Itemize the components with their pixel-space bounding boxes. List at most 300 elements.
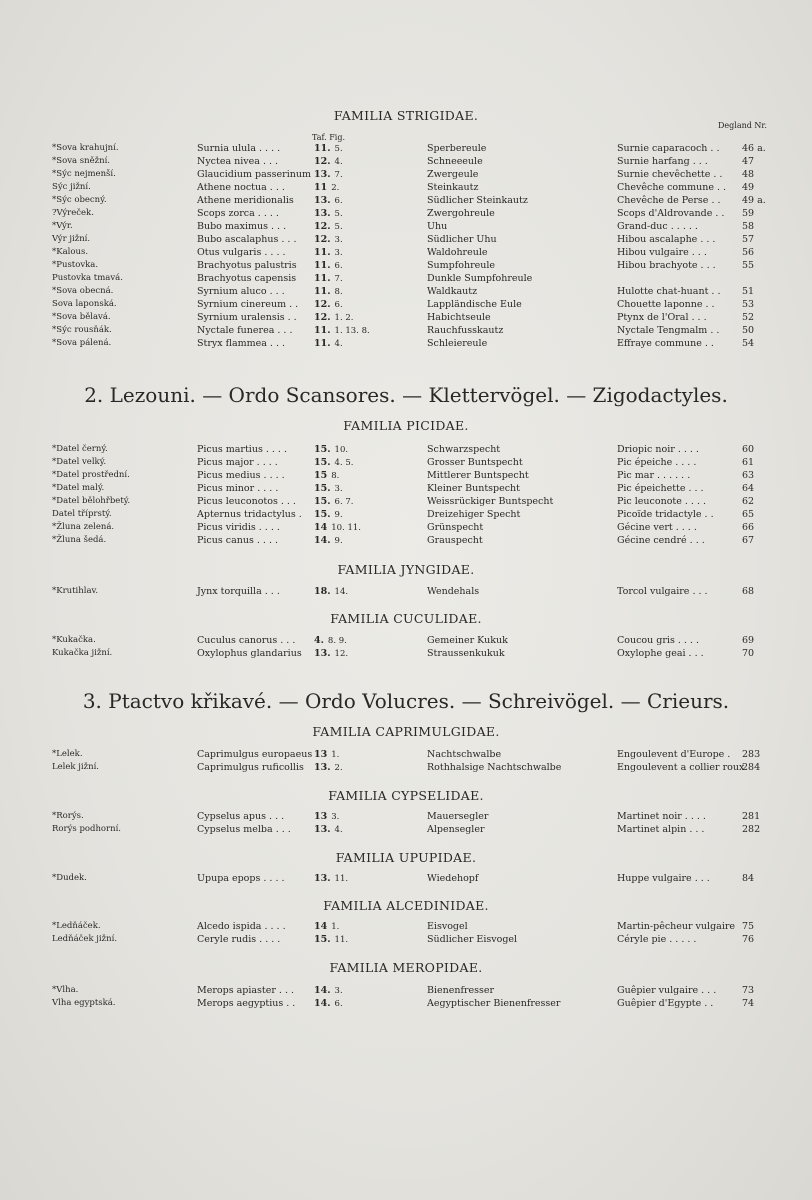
czech-name: *Datel bělohřbetý. bbox=[52, 496, 131, 506]
plate-figure bbox=[314, 495, 353, 509]
plate-figure bbox=[314, 272, 343, 286]
species-row bbox=[0, 984, 812, 997]
degland-number: 56 bbox=[742, 247, 755, 258]
figure-number: 7. bbox=[334, 274, 343, 284]
degland-number: 75 bbox=[742, 921, 755, 932]
degland-number: 68 bbox=[742, 586, 755, 597]
figure-number: 3. bbox=[334, 484, 343, 494]
figure-number: 3. bbox=[334, 986, 343, 996]
german-name: Schleiereule bbox=[427, 338, 488, 349]
german-name: Wendehals bbox=[427, 586, 480, 597]
degland-number: 57 bbox=[742, 234, 755, 245]
french-name: Pic leuconote . . . . bbox=[617, 496, 707, 507]
latin-name: Caprimulgus europaeus bbox=[197, 749, 313, 760]
species-row bbox=[0, 285, 812, 298]
species-row bbox=[0, 194, 812, 207]
figure-number: 4. bbox=[334, 339, 343, 349]
plate-figure bbox=[314, 647, 348, 661]
degland-number: 61 bbox=[742, 457, 755, 468]
order-title: 2. Lezouni. — Ordo Scansores. — Klettervögel. — Zigodactyles. bbox=[84, 383, 728, 407]
plate-number: 4. bbox=[314, 635, 324, 646]
degland-number: 67 bbox=[742, 535, 755, 546]
family-title: FAMILIA PICIDAE. bbox=[343, 418, 469, 433]
czech-name: Pustovka tmavá. bbox=[52, 273, 123, 283]
degland-number: 60 bbox=[742, 444, 755, 455]
figure-number: 6. bbox=[334, 300, 343, 310]
figure-number: 6. bbox=[334, 261, 343, 271]
figure-number: 7. bbox=[334, 170, 343, 180]
species-row bbox=[0, 142, 812, 155]
latin-name: Scops zorca . . . . bbox=[197, 208, 279, 219]
plate-figure bbox=[314, 810, 339, 824]
species-table bbox=[0, 810, 812, 836]
german-name: Nachtschwalbe bbox=[427, 749, 502, 760]
plate-number: 15. bbox=[314, 457, 331, 468]
plate-figure bbox=[314, 285, 343, 299]
species-row bbox=[0, 324, 812, 337]
french-name: Scops d'Aldrovande . . bbox=[617, 208, 725, 219]
latin-name: Picus major . . . . bbox=[197, 457, 278, 468]
german-name: Steinkautz bbox=[427, 182, 479, 193]
degland-number: 66 bbox=[742, 522, 755, 533]
figure-number: 3. bbox=[334, 248, 343, 258]
czech-name: *Žluna šedá. bbox=[52, 535, 107, 545]
degland-number: 283 bbox=[742, 749, 761, 760]
figure-number: 11. bbox=[334, 874, 349, 884]
french-name: Oxylophe geai . . . bbox=[617, 648, 704, 659]
degland-header: Degland Nr. bbox=[718, 121, 767, 130]
species-row bbox=[0, 872, 812, 885]
degland-number: 284 bbox=[742, 762, 761, 773]
family-title: FAMILIA UPUPIDAE. bbox=[335, 850, 477, 865]
species-row bbox=[0, 298, 812, 311]
latin-name: Oxylophus glandarius bbox=[197, 648, 302, 659]
figure-number: 4. 5. bbox=[334, 458, 354, 468]
plate-figure bbox=[314, 534, 343, 548]
german-name: Kleiner Buntspecht bbox=[427, 483, 520, 494]
plate-number: 15 bbox=[314, 470, 328, 481]
latin-name: Merops aegyptius . . bbox=[197, 998, 296, 1009]
figure-number: 11. bbox=[334, 935, 349, 945]
plate-figure bbox=[314, 585, 348, 599]
french-name: Martinet alpin . . . bbox=[617, 824, 705, 835]
latin-name: Alcedo ispida . . . . bbox=[197, 921, 286, 932]
french-name: Guêpier vulgaire . . . bbox=[617, 985, 717, 996]
plate-figure bbox=[314, 207, 343, 221]
french-name: Chevêche commune . . bbox=[617, 182, 727, 193]
species-row bbox=[0, 761, 812, 774]
plate-number: 13. bbox=[314, 824, 331, 835]
french-name: Pic épeichette . . . bbox=[617, 483, 704, 494]
plate-number: 12. bbox=[314, 299, 331, 310]
degland-number: 51 bbox=[742, 286, 755, 297]
french-name: Pic épeiche . . . . bbox=[617, 457, 697, 468]
species-row bbox=[0, 920, 812, 933]
czech-name: *Dudek. bbox=[52, 873, 87, 883]
figure-number: 6. bbox=[334, 999, 343, 1009]
french-name: Coucou gris . . . . bbox=[617, 635, 699, 646]
plate-number: 11. bbox=[314, 273, 331, 284]
figure-number: 6. 7. bbox=[334, 497, 354, 507]
species-row bbox=[0, 997, 812, 1010]
plate-number: 15. bbox=[314, 509, 331, 520]
german-name: Südlicher Steinkautz bbox=[427, 195, 528, 206]
plate-figure bbox=[314, 634, 347, 648]
plate-figure bbox=[314, 469, 339, 483]
french-name: Surnie harfang . . . bbox=[617, 156, 708, 167]
plate-number: 12. bbox=[314, 221, 331, 232]
figure-number: 12. bbox=[334, 649, 349, 659]
latin-name: Bubo maximus . . . bbox=[197, 221, 287, 232]
french-name: Chouette laponne . . bbox=[617, 299, 715, 310]
degland-number: 281 bbox=[742, 811, 761, 822]
french-name: Surnie caparacoch . . bbox=[617, 143, 720, 154]
figure-number: 8. bbox=[331, 471, 340, 481]
czech-name: *Ledňáček. bbox=[52, 921, 101, 931]
latin-name: Nyctea nivea . . . bbox=[197, 156, 279, 167]
plate-number: 13. bbox=[314, 195, 331, 206]
plate-number: 13 bbox=[314, 749, 328, 760]
french-name: Pic mar . . . . . . bbox=[617, 470, 691, 481]
degland-number: 52 bbox=[742, 312, 755, 323]
czech-name: Sova laponská. bbox=[52, 299, 117, 309]
plate-figure bbox=[314, 298, 343, 312]
plate-number: 11. bbox=[314, 325, 331, 336]
german-name: Waldohreule bbox=[427, 247, 488, 258]
degland-number: 59 bbox=[742, 208, 755, 219]
german-name: Zwergeule bbox=[427, 169, 479, 180]
french-name: Hulotte chat-huant . . bbox=[617, 286, 721, 297]
czech-name: *Sova krahujní. bbox=[52, 143, 119, 153]
figure-number: 1. 2. bbox=[334, 313, 354, 323]
species-table bbox=[0, 585, 812, 598]
german-name: Eisvogel bbox=[427, 921, 468, 932]
plate-number: 11. bbox=[314, 247, 331, 258]
species-row bbox=[0, 748, 812, 761]
species-row bbox=[0, 482, 812, 495]
plate-number: 13. bbox=[314, 169, 331, 180]
german-name: Sumpfohreule bbox=[427, 260, 496, 271]
degland-number: 76 bbox=[742, 934, 755, 945]
plate-figure bbox=[314, 456, 353, 470]
species-row bbox=[0, 272, 812, 285]
figure-number: 14. bbox=[334, 587, 349, 597]
german-name: Südlicher Eisvogel bbox=[427, 934, 518, 945]
latin-name: Merops apiaster . . . bbox=[197, 985, 295, 996]
french-name: Surnie chevêchette . . bbox=[617, 169, 723, 180]
plate-number: 15. bbox=[314, 934, 331, 945]
latin-name: Picus canus . . . . bbox=[197, 535, 279, 546]
czech-name: *Datel malý. bbox=[52, 483, 105, 493]
czech-name: *Výr. bbox=[52, 221, 73, 231]
family-title: FAMILIA ALCEDINIDAE. bbox=[323, 898, 489, 913]
czech-name: Sýc jižní. bbox=[52, 182, 91, 192]
plate-figure bbox=[314, 761, 343, 775]
german-name: Rothhalsige Nachtschwalbe bbox=[427, 762, 562, 773]
plate-number: 13. bbox=[314, 648, 331, 659]
figure-number: 6. bbox=[334, 196, 343, 206]
latin-name: Athene meridionalis bbox=[197, 195, 294, 206]
plate-figure bbox=[314, 443, 348, 457]
species-row bbox=[0, 508, 812, 521]
species-table bbox=[0, 920, 812, 946]
degland-number: 58 bbox=[742, 221, 755, 232]
plate-figure bbox=[314, 311, 353, 325]
german-name: Lappländische Eule bbox=[427, 299, 522, 310]
species-row bbox=[0, 311, 812, 324]
degland-number: 62 bbox=[742, 496, 755, 507]
german-name: Rauchfusskautz bbox=[427, 325, 504, 336]
figure-number: 1. bbox=[331, 922, 340, 932]
french-name: Ptynx de l'Oral . . . bbox=[617, 312, 707, 323]
french-name: Gécine vert . . . . bbox=[617, 522, 697, 533]
degland-number: 74 bbox=[742, 998, 755, 1009]
czech-name: Ledňáček jižní. bbox=[52, 934, 118, 944]
species-table bbox=[0, 142, 812, 350]
latin-name: Otus vulgaris . . . . bbox=[197, 247, 286, 258]
plate-figure bbox=[314, 324, 370, 338]
czech-name: *Sýc nejmenší. bbox=[52, 169, 116, 179]
plate-figure bbox=[314, 233, 343, 247]
czech-name: Kukačka jižní. bbox=[52, 648, 113, 658]
species-row bbox=[0, 647, 812, 660]
plate-figure bbox=[314, 508, 343, 522]
latin-name: Glaucidium passerinum bbox=[197, 169, 311, 180]
figure-number: 10. 11. bbox=[331, 523, 361, 533]
latin-name: Bubo ascalaphus . . . bbox=[197, 234, 297, 245]
french-name: Hibou brachyote . . . bbox=[617, 260, 716, 271]
french-name: Picoïde tridactyle . . bbox=[617, 509, 714, 520]
latin-name: Picus viridis . . . . bbox=[197, 522, 280, 533]
plate-number: 13 bbox=[314, 811, 328, 822]
german-name: Südlicher Uhu bbox=[427, 234, 497, 245]
german-name: Grauspecht bbox=[427, 535, 483, 546]
czech-name: *Sova bělavá. bbox=[52, 312, 111, 322]
figure-number: 5. bbox=[334, 209, 343, 219]
french-name: Nyctale Tengmalm . . bbox=[617, 325, 720, 336]
family-title: FAMILIA STRIGIDAE. bbox=[333, 108, 479, 123]
order-title: 3. Ptactvo křikavé. — Ordo Volucres. — Schreivögel. — Crieurs. bbox=[82, 689, 730, 713]
latin-name: Picus martius . . . . bbox=[197, 444, 287, 455]
german-name: Grosser Buntspecht bbox=[427, 457, 523, 468]
latin-name: Nyctale funerea . . . bbox=[197, 325, 293, 336]
family-title: FAMILIA CAPRIMULGIDAE. bbox=[312, 724, 500, 739]
german-name: Dreizehiger Specht bbox=[427, 509, 521, 520]
plate-figure bbox=[314, 748, 339, 762]
plate-number: 15. bbox=[314, 444, 331, 455]
german-name: Schneeeule bbox=[427, 156, 483, 167]
plate-figure bbox=[314, 823, 343, 837]
plate-figure bbox=[314, 259, 343, 273]
family-title: FAMILIA CYPSELIDAE. bbox=[328, 788, 484, 803]
german-name: Grünspecht bbox=[427, 522, 484, 533]
german-name: Sperbereule bbox=[427, 143, 487, 154]
species-row bbox=[0, 456, 812, 469]
czech-name: ?Výreček. bbox=[52, 208, 94, 218]
latin-name: Picus leuconotos . . . bbox=[197, 496, 296, 507]
czech-name: Vlha egyptská. bbox=[52, 998, 116, 1008]
czech-name: Datel tříprstý. bbox=[52, 509, 112, 519]
latin-name: Brachyotus capensis bbox=[197, 273, 297, 284]
plate-number: 14 bbox=[314, 921, 328, 932]
plate-figure bbox=[314, 220, 343, 234]
plate-figure bbox=[314, 920, 339, 934]
czech-name: Lelek jižní. bbox=[52, 762, 100, 772]
latin-name: Syrnium cinereum . . bbox=[197, 299, 299, 310]
species-row bbox=[0, 933, 812, 946]
plate-figure bbox=[314, 997, 343, 1011]
figure-number: 5. bbox=[334, 144, 343, 154]
czech-name: *Žluna zelená. bbox=[52, 522, 115, 532]
species-table bbox=[0, 748, 812, 774]
french-name: Martin-pêcheur vulgaire bbox=[617, 921, 736, 932]
plate-number: 14. bbox=[314, 998, 331, 1009]
degland-number: 64 bbox=[742, 483, 755, 494]
figure-number: 4. bbox=[334, 157, 343, 167]
taf-fig-header: Taf. Fig. bbox=[312, 133, 346, 142]
plate-figure bbox=[314, 337, 343, 351]
species-row bbox=[0, 168, 812, 181]
plate-number: 15. bbox=[314, 483, 331, 494]
species-row bbox=[0, 810, 812, 823]
species-table bbox=[0, 443, 812, 547]
czech-name: *Rorýs. bbox=[52, 811, 84, 821]
figure-number: 4. bbox=[334, 825, 343, 835]
latin-name: Jynx torquilla . . . bbox=[197, 586, 280, 597]
degland-number: 63 bbox=[742, 470, 755, 481]
czech-name: *Vlha. bbox=[52, 985, 79, 995]
plate-figure bbox=[314, 246, 343, 260]
german-name: Mauersegler bbox=[427, 811, 489, 822]
plate-number: 18. bbox=[314, 586, 331, 597]
latin-name: Surnia ulula . . . . bbox=[197, 143, 281, 154]
czech-name: *Lelek. bbox=[52, 749, 83, 759]
latin-name: Picus minor . . . . bbox=[197, 483, 279, 494]
plate-figure bbox=[314, 142, 343, 156]
czech-name: *Sýc rousňák. bbox=[52, 325, 112, 335]
latin-name: Syrnium uralensis . . bbox=[197, 312, 297, 323]
plate-figure bbox=[314, 521, 361, 535]
plate-number: 14. bbox=[314, 985, 331, 996]
czech-name: *Kukačka. bbox=[52, 635, 96, 645]
french-name: Martinet noir . . . . bbox=[617, 811, 706, 822]
latin-name: Cuculus canorus . . . bbox=[197, 635, 296, 646]
degland-number: 282 bbox=[742, 824, 761, 835]
species-row bbox=[0, 495, 812, 508]
plate-number: 14 bbox=[314, 522, 328, 533]
czech-name: *Datel velký. bbox=[52, 457, 107, 467]
figure-number: 9. bbox=[334, 510, 343, 520]
degland-number: 46 a. bbox=[742, 143, 766, 154]
french-name: Chevêche de Perse . . bbox=[617, 195, 721, 206]
czech-name: *Datel černý. bbox=[52, 444, 108, 454]
french-name: Céryle pie . . . . . bbox=[617, 934, 697, 945]
french-name: Huppe vulgaire . . . bbox=[617, 873, 710, 884]
latin-name: Picus medius . . . . bbox=[197, 470, 285, 481]
plate-number: 11. bbox=[314, 260, 331, 271]
species-row bbox=[0, 534, 812, 547]
german-name: Wiedehopf bbox=[427, 873, 479, 884]
species-row bbox=[0, 585, 812, 598]
figure-number: 5. bbox=[334, 222, 343, 232]
plate-figure bbox=[314, 168, 343, 182]
plate-number: 12. bbox=[314, 312, 331, 323]
degland-number: 69 bbox=[742, 635, 755, 646]
german-name: Aegyptischer Bienenfresser bbox=[427, 998, 561, 1009]
degland-number: 48 bbox=[742, 169, 755, 180]
czech-name: Rorýs podhorní. bbox=[52, 824, 121, 834]
figure-number: 2. bbox=[334, 763, 343, 773]
species-table bbox=[0, 872, 812, 885]
plate-figure bbox=[314, 194, 343, 208]
species-row bbox=[0, 233, 812, 246]
czech-name: *Datel prostřední. bbox=[52, 470, 130, 480]
german-name: Waldkautz bbox=[427, 286, 478, 297]
degland-number: 53 bbox=[742, 299, 755, 310]
family-title: FAMILIA JYNGIDAE. bbox=[337, 562, 475, 577]
species-table bbox=[0, 984, 812, 1010]
french-name: Hibou ascalaphe . . . bbox=[617, 234, 716, 245]
species-row bbox=[0, 823, 812, 836]
latin-name: Cypselus apus . . . bbox=[197, 811, 285, 822]
degland-number: 54 bbox=[742, 338, 755, 349]
french-name: Engoulevent a collier roux bbox=[617, 762, 745, 773]
plate-number: 15. bbox=[314, 496, 331, 507]
french-name: Driopic noir . . . . bbox=[617, 444, 699, 455]
species-row bbox=[0, 443, 812, 456]
plate-number: 12. bbox=[314, 156, 331, 167]
plate-figure bbox=[314, 933, 348, 947]
degland-number: 50 bbox=[742, 325, 755, 336]
french-name: Guêpier d'Egypte . . bbox=[617, 998, 714, 1009]
german-name: Zwergohreule bbox=[427, 208, 495, 219]
plate-number: 11. bbox=[314, 143, 331, 154]
species-row bbox=[0, 246, 812, 259]
degland-number: 65 bbox=[742, 509, 755, 520]
czech-name: Výr jižní. bbox=[52, 234, 91, 244]
czech-name: *Kalous. bbox=[52, 247, 89, 257]
latin-name: Ceryle rudis . . . . bbox=[197, 934, 281, 945]
plate-figure bbox=[314, 181, 339, 195]
french-name: Engoulevent d'Europe . bbox=[617, 749, 731, 760]
species-row bbox=[0, 634, 812, 647]
french-name: Gécine cendré . . . bbox=[617, 535, 705, 546]
german-name: Gemeiner Kukuk bbox=[427, 635, 508, 646]
plate-figure bbox=[314, 482, 343, 496]
species-row bbox=[0, 469, 812, 482]
degland-number: 47 bbox=[742, 156, 755, 167]
degland-number: 73 bbox=[742, 985, 755, 996]
figure-number: 9. bbox=[334, 536, 343, 546]
species-table bbox=[0, 634, 812, 660]
latin-name: Syrnium aluco . . . bbox=[197, 286, 285, 297]
plate-number: 12. bbox=[314, 234, 331, 245]
figure-number: 1. 13. 8. bbox=[334, 326, 370, 336]
czech-name: *Pustovka. bbox=[52, 260, 99, 270]
plate-number: 13. bbox=[314, 208, 331, 219]
species-row bbox=[0, 220, 812, 233]
figure-number: 2. bbox=[331, 183, 340, 193]
plate-figure bbox=[314, 155, 343, 169]
degland-number: 84 bbox=[742, 873, 755, 884]
german-name: Mittlerer Buntspecht bbox=[427, 470, 529, 481]
degland-number: 55 bbox=[742, 260, 755, 271]
czech-name: *Sýc obecný. bbox=[52, 195, 107, 205]
figure-number: 10. bbox=[334, 445, 349, 455]
latin-name: Apternus tridactylus . bbox=[197, 509, 302, 520]
german-name: Uhu bbox=[427, 221, 448, 232]
species-row bbox=[0, 259, 812, 272]
